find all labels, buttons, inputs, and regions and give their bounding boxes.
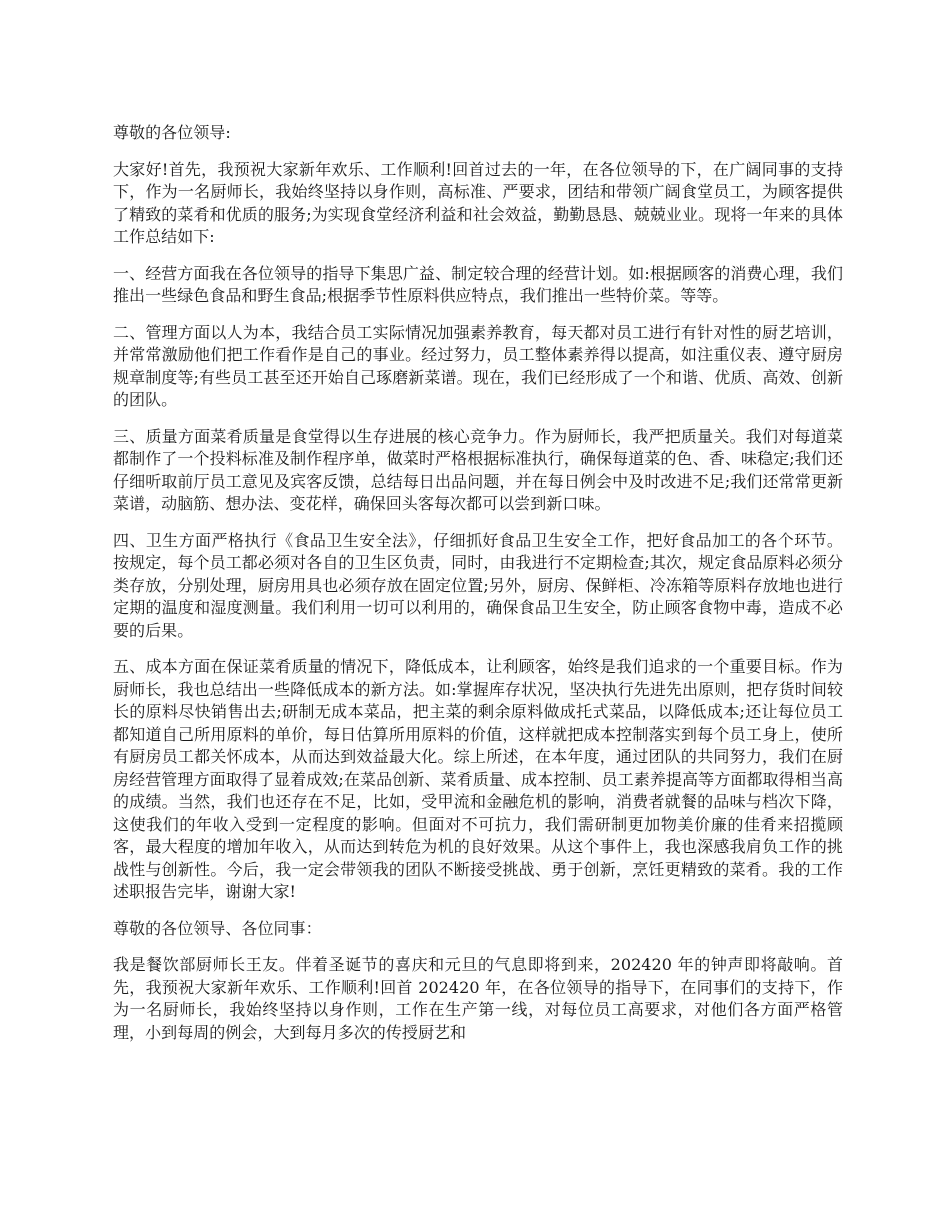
- second-salutation: 尊敬的各位领导、各位同事：: [113, 918, 322, 938]
- intro-paragraph: 大家好!首先，我预祝大家新年欢乐、工作顺利!回首过去的一年，在各位领导的下，在广阔同事的支持下，作为一名厨师长，我始终坚持以身作则，高标准、严要求，团结和带领广阔食堂员工，为顾客提供了精致的菜肴和优质的服务;为实现食堂经济利益和社会效益，勤勤恳恳、兢兢业业。现将一年来的具体工作总结如下:: [113, 159, 843, 246]
- section-management: 二、管理方面以人为本，我结合员工实际情况加强素养教育，每天都对员工进行有针对性的厨艺培训，并常常激励他们把工作看作是自己的事业。经过努力，员工整体素养得以提高，如注重仪表、遵守厨房规章制度等;有些员工甚至还开始自己琢磨新菜谱。现在，我们已经形成了一个和谐、优质、高效、创新的团队。: [113, 322, 843, 409]
- section-hygiene: 四、卫生方面严格执行《食品卫生安全法》，仔细抓好食品卫生安全工作，把好食品加工的各个环节。按规定，每个员工都必须对各自的卫生区负责，同时，由我进行不定期检查;其次，规定食品原料必须分类存放，分别处理，厨房用具也必须存放在固定位置;另外，厨房、保鲜柜、冷冻箱等原料存放地也进行定期的温度和湿度测量。我们利用一切可以利用的，确保食品卫生安全，防止顾客食物中毒，造成不必要的后果。: [113, 530, 843, 640]
- second-intro-paragraph: 我是餐饮部厨师长王友。伴着圣诞节的喜庆和元旦的气息即将到来，202420 年的钟声即将敲响。首先，我预祝大家新年欢乐、工作顺利!回首 202420 年，在各位领导的指导下，在同事们的支持下，作为一名厨师长，我始终坚持以身作则，工作在生产第一线，对每位员工高要求，对他们各方面严格管理，小到每周的例会，大到每月多次的传授厨艺和: [113, 955, 843, 1042]
- document-page: [113, 122, 843, 1058]
- section-operations: 一、经营方面我在各位领导的指导下集思广益、制定较合理的经营计划。如:根据顾客的消费心理，我们推出一些绿色食品和野生食品;根据季节性原料供应特点，我们推出一些特价菜。等等。: [113, 263, 843, 305]
- salutation: 尊敬的各位领导:: [113, 123, 231, 142]
- section-cost: 五、成本方面在保证菜肴质量的情况下，降低成本，让利顾客，始终是我们追求的一个重要目标。作为厨师长，我也总结出一些降低成本的新方法。如:掌握库存状况，坚决执行先进先出原则，把存货时间较长的原料尽快销售出去;研制无成本菜品，把主菜的剩余原料做成托式菜品，以降低成本;还让每位员工都知道自己所用原料的单价，每日估算所用原料的价值，这样就把成本控制落实到每个员工身上，使所有厨房员工都关怀成本，从而达到效益最大化。综上所述，在本年度，通过团队的共同努力，我们在厨房经营管理方面取得了显着成效;在菜品创新、菜肴质量、成本控制、员工素养提高等方面都取得相当高的成绩。当然，我们也还存在不足，比如，受甲流和金融危机的影响，消费者就餐的品味与档次下降，这使我们的年收入受到一定程度的影响。但面对不可抗力，我们需研制更加物美价廉的佳肴来招揽顾客，最大程度的增加年收入，从而达到转危为机的良好效果。从这个事件上，我也深感我肩负工作的挑战性与创新性。今后，我一定会带领我的团队不断接受挑战、勇于创新，烹饪更精致的菜肴。我的工作述职报告完毕，谢谢大家!: [113, 657, 843, 901]
- section-quality: 三、质量方面菜肴质量是食堂得以生存进展的核心竞争力。作为厨师长，我严把质量关。我们对每道菜都制作了一个投料标准及制作程序单，做菜时严格根据标准执行，确保每道菜的色、香、味稳定;我们还仔细听取前厅员工意见及宾客反馈，总结每日出品问题，并在每日例会中及时改进不足;我们还常常更新菜谱，动脑筋、想办法、变花样，确保回头客每次都可以尝到新口味。: [113, 426, 843, 513]
